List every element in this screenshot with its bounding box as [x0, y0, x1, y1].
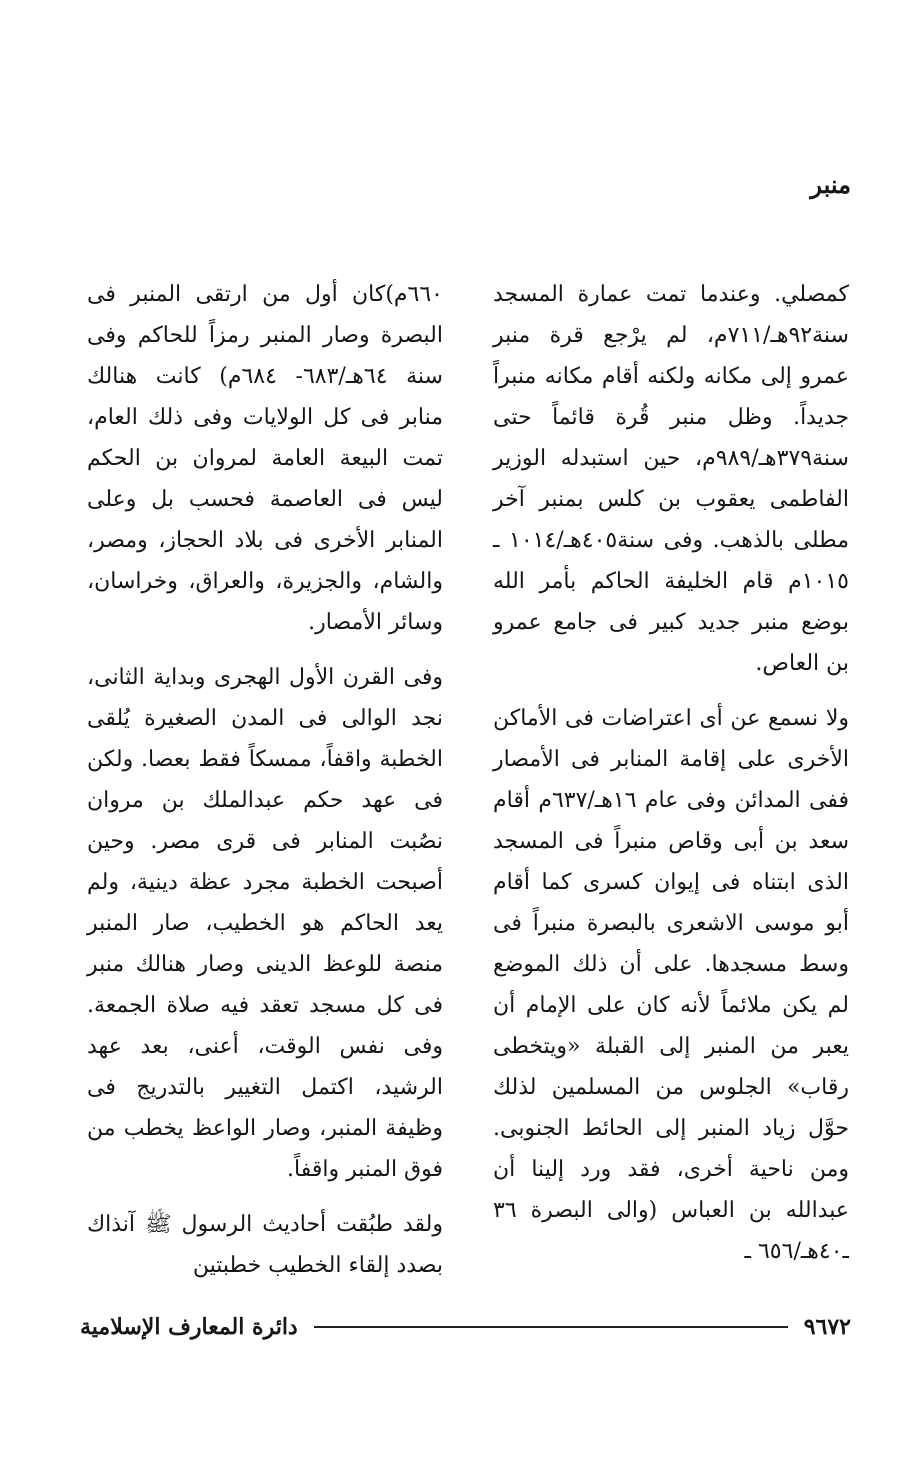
footer-divider [314, 1326, 788, 1328]
page-footer [80, 1310, 851, 1344]
paragraph: ولا نسمع عن أى اعتراضات فى الأماكن الأخرى على إقامة المنابر فى الأمصار ففى المدائن وفى عام ١٦هـ/٦٣٧م أقام سعد بن أبى وقاص منبراً فى المسجد الذى ابتناه فى إيوان كسرى كما أقام أبو موسى الاشعرى بالبصرة منبراً فى وسط مسجدها. على أن ذلك الموضع لم يكن ملائماً لأنه كان على الإمام أن يعبر من المنبر إلى القبلة «ويتخطى رقاب» الجلوس من المسلمين لذلك حوَّل زياد المنبر إلى الحائط الجنوبى. ومن ناحية أخرى، فقد ورد إلينا أن عبدالله بن العباس (والى البصرة ٣٦ ـ٤٠هـ/٦٥٦ ـ [493, 706, 849, 1264]
right-column [493, 274, 849, 1286]
running-head: منبر [810, 170, 851, 199]
paragraph: ولقد طبُقت أحاديث الرسول ﷺ آنذاك بصدد إلقاء الخطيب خطبتين [87, 1212, 443, 1278]
paragraph: كمصلي. وعندما تمت عمارة المسجد سنة٩٢هـ/٧١١م، لم يرْجع قرة منبر عمرو إلى مكانه ولكنه أقام مكانه منبراً جديداً. وظل منبر قُرة قائماً حتى سنة٣٧٩هـ/٩٨٩م، حين استبدله الوزير الفاطمى يعقوب بن كلس بمنبر آخر مطلى بالذهب. وفى سنة٤٠٥هـ/١٠١٤ ـ ١٠١٥م قام الخليفة الحاكم بأمر الله بوضع منبر جديد كبير فى جامع عمرو بن العاص. [493, 282, 849, 676]
left-column [87, 274, 443, 1300]
paragraph: ٦٦٠م)كان أول من ارتقى المنبر فى البصرة وصار المنبر رمزاً للحاكم وفى سنة ٦٤هـ/٦٨٣- ٦٨٤م) كانت هنالك منابر فى كل الولايات وفى ذلك العام، تمت البيعة العامة لمروان بن الحكم ليس فى العاصمة فحسب بل وعلى المنابر الأخرى فى بلاد الحجاز، ومصر، والشام، والجزيرة، والعراق، وخراسان، وسائر الأمصار. [87, 282, 443, 635]
paragraph: وفى القرن الأول الهجرى وبداية الثانى، نجد الوالى فى المدن الصغيرة يُلقى الخطبة واقفاً، ممسكاً فقط بعصا. ولكن فى عهد حكم عبدالملك بن مروان نصُبت المنابر فى قرى مصر. وحين أصبحت الخطبة مجرد عظة دينية، ولم يعد الحاكم هو الخطيب، صار المنبر منصة للوعظ الدينى وصار هنالك منبر فى كل مسجد تعقد فيه صلاة الجمعة. وفى نفس الوقت، أعنى، بعد عهد الرشيد، اكتمل التغيير بالتدريج فى وظيفة المنبر، وصار الواعظ يخطب من فوق المنبر واقفاً. [87, 665, 443, 1182]
page-number: ٩٦٧٢ [803, 1314, 851, 1340]
publication-title: دائرة المعارف الإسلامية [80, 1314, 298, 1340]
